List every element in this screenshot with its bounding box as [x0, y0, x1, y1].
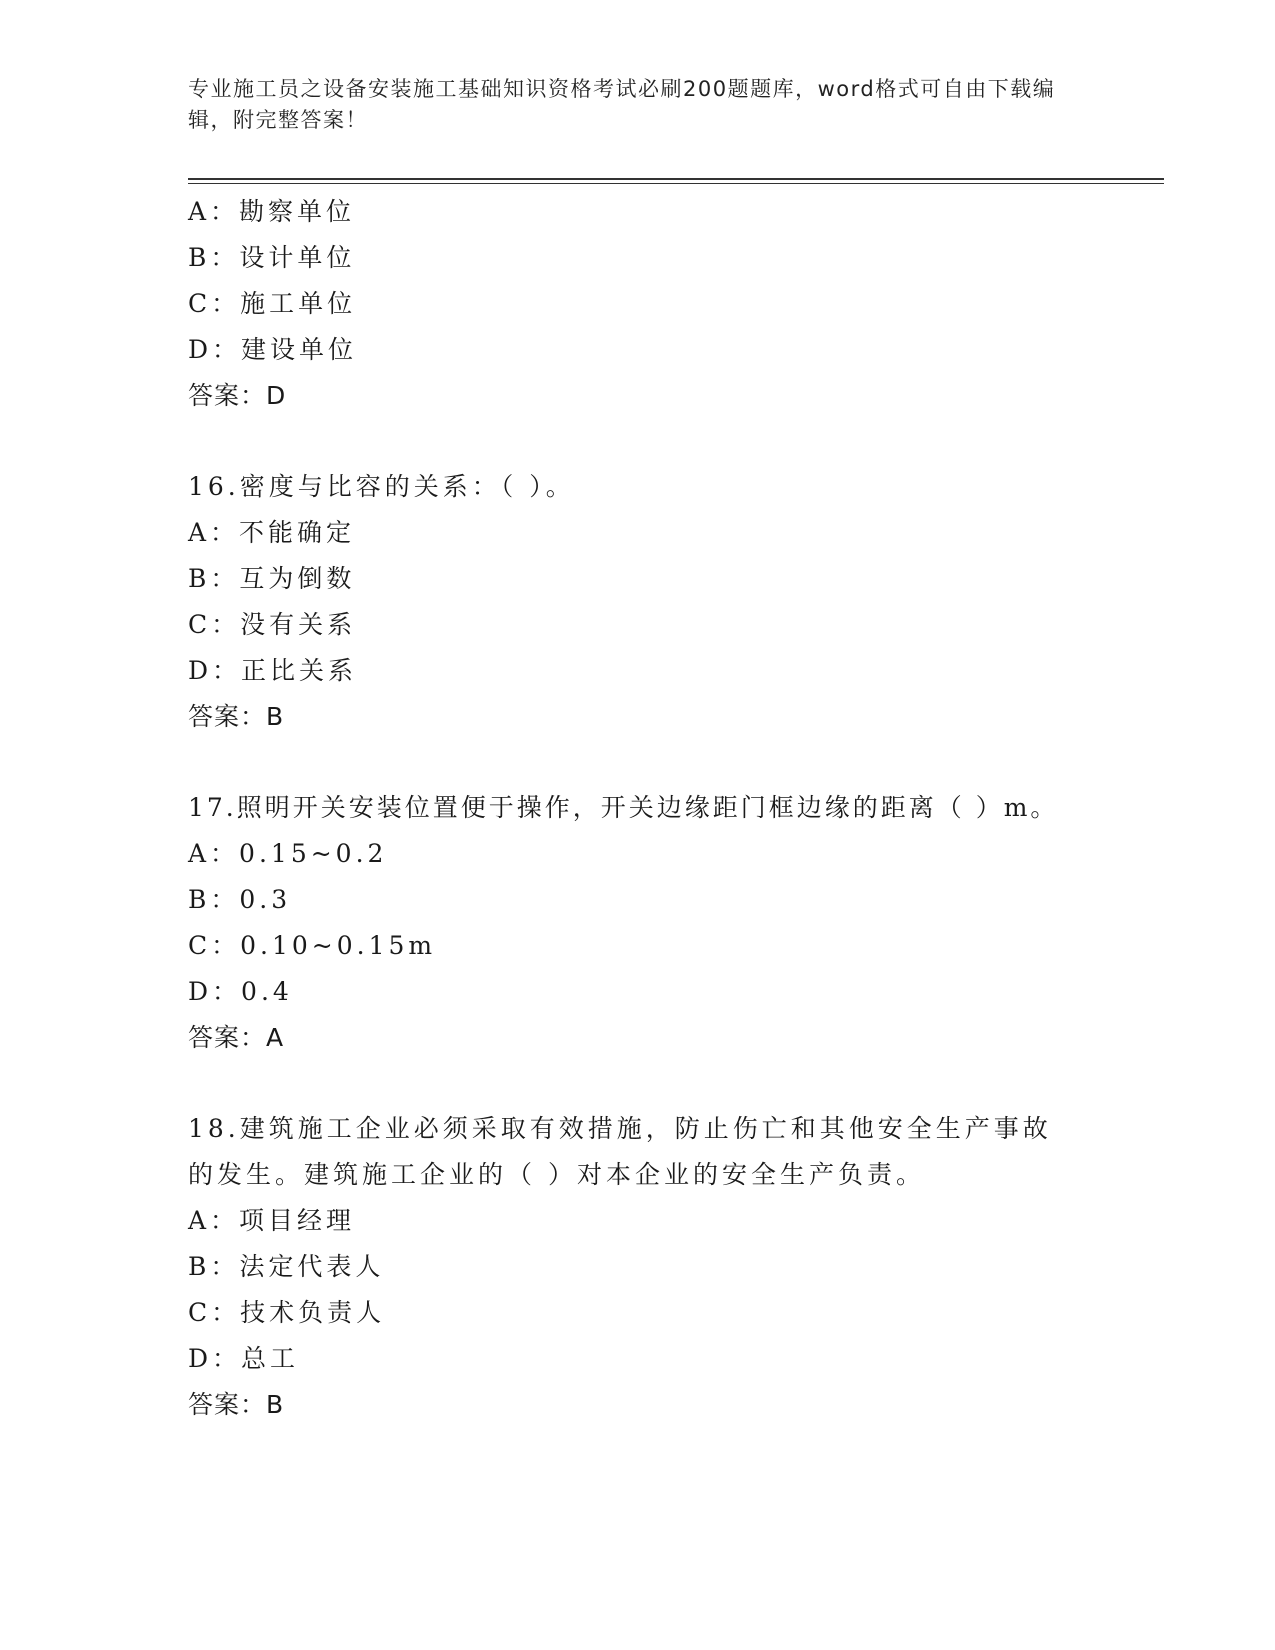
option-c: C：施工单位	[188, 289, 357, 318]
question-stem: 17.照明开关安装位置便于操作，开关边缘距门框边缘的距离（ ）m。	[188, 793, 1059, 822]
answer-line: 答案：A	[188, 1023, 285, 1052]
option-a: A：项目经理	[188, 1206, 356, 1235]
header-rule-thick	[188, 178, 1164, 180]
option-a: A：0.15~0.2	[188, 839, 388, 868]
option-d: D：正比关系	[188, 656, 358, 685]
spacer	[188, 740, 1088, 785]
option-c: C：0.10~0.15m	[188, 931, 437, 960]
option-c: C：技术负责人	[188, 1298, 386, 1327]
option-b: B：互为倒数	[188, 564, 356, 593]
option-b: B：0.3	[188, 885, 292, 914]
answer-line: 答案：B	[188, 1390, 285, 1419]
option-a: A：勘察单位	[188, 197, 356, 226]
header-rule-thin	[188, 183, 1164, 184]
option-b: B：设计单位	[188, 243, 356, 272]
option-a: A：不能确定	[188, 518, 356, 547]
question-list	[188, 189, 1088, 1428]
option-d: D：总工	[188, 1344, 300, 1373]
question-stem: 16.密度与比容的关系：（ ）。	[188, 472, 575, 501]
spacer	[188, 1061, 1088, 1106]
spacer	[188, 419, 1088, 464]
document-header: 专业施工员之设备安装施工基础知识资格考试必刷200题题库，word格式可自由下载编辑，附完整答案！	[188, 77, 1056, 132]
option-d: D：建设单位	[188, 335, 358, 364]
question-item	[188, 464, 1088, 740]
question-item	[188, 189, 1088, 419]
answer-line: 答案：B	[188, 702, 285, 731]
question-stem: 18.建筑施工企业必须采取有效措施，防止伤亡和其他安全生产事故的发生。建筑施工企业的（ ）对本企业的安全生产负责。	[188, 1114, 1052, 1189]
option-c: C：没有关系	[188, 610, 357, 639]
question-item	[188, 1106, 1088, 1428]
answer-line: 答案：D	[188, 381, 287, 410]
question-item	[188, 785, 1088, 1061]
option-b: B：法定代表人	[188, 1252, 385, 1281]
option-d: D：0.4	[188, 977, 293, 1006]
